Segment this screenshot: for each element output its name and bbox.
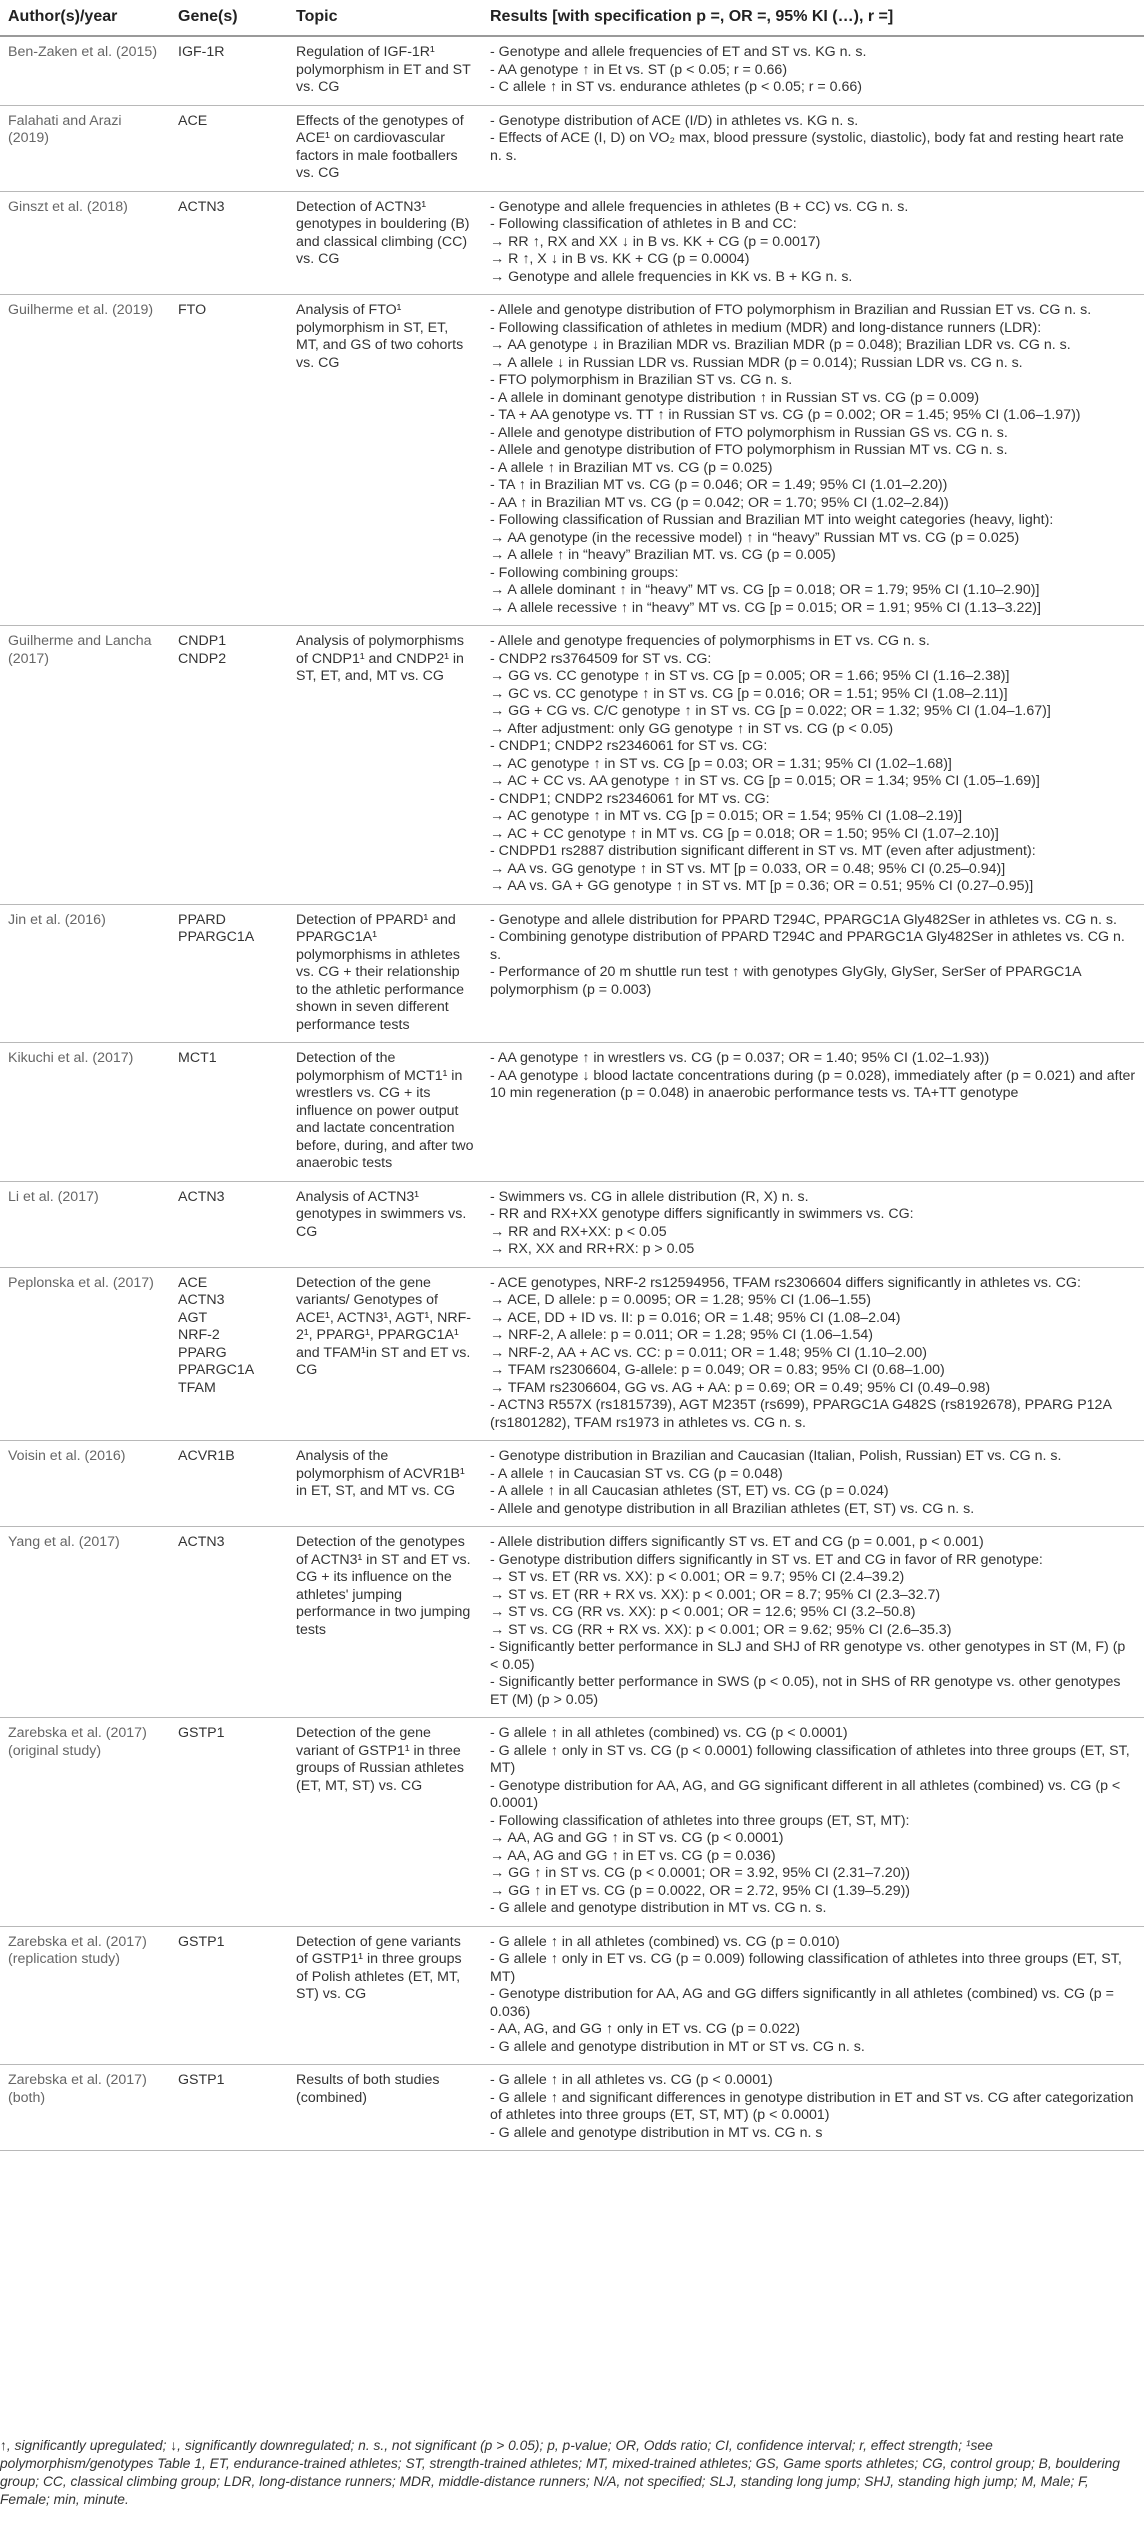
topic-cell: Analysis of ACTN3¹ genotypes in swimmers vs. CG xyxy=(288,1181,482,1267)
result-line: - CNDP2 rs3764509 for ST vs. CG: xyxy=(490,650,712,667)
result-line: → RR ↑, RX and XX ↓ in B vs. KK + CG (p = 0.0017) xyxy=(490,233,821,250)
author-line: Zarebska et al. (2017) xyxy=(8,2072,147,2088)
gene-cell xyxy=(170,191,288,295)
result-line: - Allele and genotype distribution of FTO polymorphism in Brazilian and Russian ET vs. CG n. s. xyxy=(490,302,1092,318)
result-line: - Genotype distribution in Brazilian and Caucasian (Italian, Polish, Russian) ET vs. CG n. s. xyxy=(490,1448,1062,1464)
result-line: - G allele ↑ in all athletes (combined) vs. CG (p = 0.010) xyxy=(490,1933,840,1950)
result-line: - FTO polymorphism in Brazilian ST vs. CG n. s. xyxy=(490,372,793,388)
author-cell xyxy=(0,2065,170,2151)
author-cell xyxy=(0,1043,170,1182)
result-line: - AA genotype ↑ in Et vs. ST (p < 0.05; r = 0.66) xyxy=(490,61,788,78)
result-line: → AA genotype ↓ in Brazilian MDR vs. Brazilian MDR (p = 0.048); Brazilian LDR vs. CG n. s. xyxy=(490,337,1071,353)
author-line: Li et al. (2017) xyxy=(8,1188,99,1205)
table-row xyxy=(0,1926,1144,2065)
result-line: - AA, AG, and GG ↑ only in ET vs. CG (p = 0.022) xyxy=(490,2021,801,2037)
result-line: - Combining genotype distribution of PPARD T294C and PPARGC1A Gly482Ser in athletes vs. CG n. s. xyxy=(490,929,1125,963)
gene-name: GSTP1 xyxy=(178,1725,225,1741)
result-line: - Genotype and allele frequencies in athletes (B + CC) vs. CG n. s. xyxy=(490,198,909,215)
result-line: → A allele ↑ in “heavy” Brazilian MT. vs. CG (p = 0.005) xyxy=(490,547,836,563)
author-cell xyxy=(0,1527,170,1718)
result-line: - G allele ↑ and significant differences in genotype distribution in ET and ST vs. CG after categorization of athletes into three groups (ET, ST, MT) (p < 0.0001) xyxy=(490,2089,1134,2123)
gene-name: GSTP1 xyxy=(178,1933,225,1950)
result-line: - A allele ↑ in Caucasian ST vs. CG (p = 0.048) xyxy=(490,1465,783,1482)
result-line: → ACE, DD + ID vs. II: p = 0.016; OR = 1.48; 95% CI (1.08–2.04) xyxy=(490,1309,901,1326)
result-line: - AA genotype ↓ blood lactate concentrations during (p = 0.028), immediately after (p = 0.021) and after 10 min regeneration (p = 0.048) in anaerobic performance tests vs. TA+TT genotype xyxy=(490,1067,1136,1101)
result-line: → GG ↑ in ET vs. CG (p = 0.0022, OR = 2.72, 95% CI (1.39–5.29)) xyxy=(490,1882,911,1899)
table-row xyxy=(0,904,1144,1043)
result-line: - CNDP1; CNDP2 rs2346061 for ST vs. CG: xyxy=(490,738,768,754)
header-results: Results [with specification p =, OR =, 95% KI (…), r =] xyxy=(482,0,1144,36)
result-line: - Significantly better performance in SWS (p < 0.05), not in SHS of RR genotype vs. other genotypes ET (M) (p > 0.05) xyxy=(490,1674,1121,1708)
table-row xyxy=(0,1181,1144,1267)
author-line: Kikuchi et al. (2017) xyxy=(8,1050,134,1066)
result-line: - G allele and genotype distribution in MT or ST vs. CG n. s. xyxy=(490,2038,865,2055)
results-cell xyxy=(482,1441,1144,1527)
table-row xyxy=(0,626,1144,905)
gene-cell xyxy=(170,1926,288,2065)
result-line: → ACE, D allele: p = 0.0095; OR = 1.28; 95% CI (1.06–1.55) xyxy=(490,1292,871,1308)
result-line: → AA vs. GA + GG genotype ↑ in ST vs. MT [p = 0.36; OR = 0.51; 95% CI (0.27–0.95)] xyxy=(490,878,1034,894)
gene-name: ACTN3 xyxy=(178,1534,225,1550)
author-cell xyxy=(0,626,170,905)
topic-cell: Detection of ACTN3¹ genotypes in bouldering (B) and classical climbing (CC) vs. CG xyxy=(288,191,482,295)
gene-cell xyxy=(170,105,288,191)
table-row xyxy=(0,1527,1144,1718)
author-cell xyxy=(0,295,170,626)
gene-name: CNDP2 xyxy=(178,650,227,667)
results-cell xyxy=(482,2065,1144,2151)
topic-cell: Analysis of polymorphisms of CNDP1¹ and CNDP2¹ in ST, ET, and, MT vs. CG xyxy=(288,626,482,905)
gene-name: ACTN3 xyxy=(178,1292,225,1308)
result-line: → TFAM rs2306604, G-allele: p = 0.049; OR = 0.83; 95% CI (0.68–1.00) xyxy=(490,1362,945,1378)
result-line: → AA, AG and GG ↑ in ET vs. CG (p = 0.036) xyxy=(490,1847,776,1864)
gene-name: PPARG xyxy=(178,1344,227,1361)
result-line: - Allele and genotype frequencies of polymorphisms in ET vs. CG n. s. xyxy=(490,633,930,649)
topic-cell: Detection of PPARD¹ and PPARGC1A¹ polymorphisms in athletes vs. CG + their relationship to the athletic performance shown in seven different performance tests xyxy=(288,904,482,1043)
topic-cell: Regulation of IGF-1R¹ polymorphism in ET and ST vs. CG xyxy=(288,36,482,105)
results-cell xyxy=(482,1043,1144,1182)
result-line: - A allele in dominant genotype distribution ↑ in Russian ST vs. CG (p = 0.009) xyxy=(490,389,980,406)
result-line: - Following combining groups: xyxy=(490,564,679,581)
result-line: - Genotype distribution for AA, AG and GG differs significantly in all athletes (combined) vs. CG (p = 0.036) xyxy=(490,1986,1114,2020)
gene-name: IGF-1R xyxy=(178,44,225,60)
results-cell xyxy=(482,626,1144,905)
result-line: → ST vs. CG (RR vs. XX): p < 0.001; OR = 12.6; 95% CI (3.2–50.8) xyxy=(490,1604,916,1620)
gene-name: MCT1 xyxy=(178,1050,217,1066)
result-line: → AC genotype ↑ in ST vs. CG [p = 0.03; OR = 1.31; 95% CI (1.02–1.68)] xyxy=(490,755,952,772)
gene-name: ACVR1B xyxy=(178,1448,235,1464)
result-line: - G allele ↑ in all athletes vs. CG (p < 0.0001) xyxy=(490,2072,773,2088)
result-line: - Following classification of athletes in B and CC: xyxy=(490,216,797,232)
table-row xyxy=(0,1441,1144,1527)
result-line: - AA genotype ↑ in wrestlers vs. CG (p = 0.037; OR = 1.40; 95% CI (1.02–1.93)) xyxy=(490,1050,990,1066)
author-line: Ben-Zaken et al. (2015) xyxy=(8,44,158,60)
table-footnote: ↑, significantly upregulated; ↓, significantly downregulated; n. s., not significant (p > 0.05); p, p-value; OR, Odds ratio; CI, confidence interval; r, effect strength; ¹see polymorphism/genotypes Table 1, ET, endurance-trained athletes; ST, strength-trained athletes; MT, mixed-trained athletes; GS, Game sports athletes; CG, control group; B, bouldering group; CC, classical climbing group; LDR, long-distance runners; MDR, middle-distance runners; N/A, not specified; SLJ, standing long jump; SHJ, standing high jump; M, Male; F, Female; min, minute. xyxy=(0,2438,1120,2507)
results-cell xyxy=(482,36,1144,105)
result-line: - Swimmers vs. CG in allele distribution (R, X) n. s. xyxy=(490,1188,809,1205)
result-line: - TA ↑ in Brazilian MT vs. CG (p = 0.046; OR = 1.49; 95% CI (1.01–2.20)) xyxy=(490,477,948,493)
result-line: → ST vs. ET (RR vs. XX): p < 0.001; OR = 9.7; 95% CI (2.4–39.2) xyxy=(490,1569,905,1585)
gene-cell xyxy=(170,1267,288,1441)
results-cell xyxy=(482,904,1144,1043)
result-line: - Allele distribution differs significantly ST vs. ET and CG (p = 0.001, p < 0.001) xyxy=(490,1534,984,1550)
topic-cell: Detection of the gene variant of GSTP1¹ in three groups of Russian athletes (ET, MT, ST) vs. CG xyxy=(288,1718,482,1927)
topic-cell: Detection of the polymorphism of MCT1¹ in wrestlers vs. CG + its influence on power output and lactate concentration before, during, and after two anaerobic tests xyxy=(288,1043,482,1182)
table-row xyxy=(0,2065,1144,2151)
gene-name: TFAM xyxy=(178,1379,216,1396)
result-line: → ST vs. CG (RR + RX vs. XX): p < 0.001; OR = 9.62; 95% CI (2.6–35.3) xyxy=(490,1621,952,1638)
results-cell xyxy=(482,1718,1144,1927)
results-cell xyxy=(482,295,1144,626)
result-line: - CNDPD1 rs2887 distribution significant different in ST vs. MT (even after adjustment): xyxy=(490,843,1036,859)
table-header-row xyxy=(0,0,1144,36)
gene-name: ACTN3 xyxy=(178,198,225,215)
table-row xyxy=(0,1267,1144,1441)
result-line: - C allele ↑ in ST vs. endurance athletes (p < 0.05; r = 0.66) xyxy=(490,79,862,95)
header-topic: Topic xyxy=(288,0,482,36)
result-line: - G allele ↑ only in ET vs. CG (p = 0.009) following classification of athletes into three groups (ET, ST, MT) xyxy=(490,1951,1122,1985)
result-line: → AA, AG and GG ↑ in ST vs. CG (p < 0.0001) xyxy=(490,1830,784,1846)
result-line: - A allele ↑ in all Caucasian athletes (ST, ET) vs. CG (p = 0.024) xyxy=(490,1483,889,1499)
author-cell xyxy=(0,1181,170,1267)
result-line: - G allele ↑ only in ST vs. CG (p < 0.0001) following classification of athletes into three groups (ET, ST, MT) xyxy=(490,1742,1130,1776)
results-cell xyxy=(482,1181,1144,1267)
gene-name: PPARGC1A xyxy=(178,929,255,945)
result-line: → TFAM rs2306604, GG vs. AG + AA: p = 0.69; OR = 0.49; 95% CI (0.49–0.98) xyxy=(490,1379,991,1396)
table-row xyxy=(0,1043,1144,1182)
result-line: → A allele recessive ↑ in “heavy” MT vs. CG [p = 0.015; OR = 1.91; 95% CI (1.13–3.22)] xyxy=(490,599,1041,616)
gene-cell xyxy=(170,1441,288,1527)
result-line: - ACTN3 R557X (rs1815739), AGT M235T (rs699), PPARGC1A G482S (rs8192678), PPARG P12A (rs1801282), TFAM rs1973 in athletes vs. CG n. s. xyxy=(490,1397,1112,1431)
gene-cell xyxy=(170,1718,288,1927)
result-line: - Effects of ACE (I, D) on VO₂ max, blood pressure (systolic, diastolic), body fat and resting heart rate n. s. xyxy=(490,130,1124,164)
topic-cell: Analysis of FTO¹ polymorphism in ST, ET, MT, and GS of two cohorts vs. CG xyxy=(288,295,482,626)
result-line: → RX, XX and RR+RX: p > 0.05 xyxy=(490,1241,695,1257)
table-row xyxy=(0,1718,1144,1927)
author-line: Yang et al. (2017) xyxy=(8,1534,120,1550)
gene-cell xyxy=(170,1527,288,1718)
author-cell xyxy=(0,105,170,191)
result-line: - Genotype and allele frequencies of ET and ST vs. KG n. s. xyxy=(490,44,867,60)
result-line: - Allele and genotype distribution in all Brazilian athletes (ET, ST) vs. CG n. s. xyxy=(490,1500,975,1517)
table-row xyxy=(0,295,1144,626)
author-line: Falahati and Arazi (2019) xyxy=(8,112,122,146)
result-line: - Significantly better performance in SLJ and SHJ of RR genotype vs. other genotypes in ST (M, F) (p < 0.05) xyxy=(490,1639,1126,1673)
topic-cell: Detection of gene variants of GSTP1¹ in three groups of Polish athletes (ET, MT, ST) vs. CG xyxy=(288,1926,482,2065)
result-line: - Allele and genotype distribution of FTO polymorphism in Russian MT vs. CG n. s. xyxy=(490,442,1008,458)
result-line: → GC vs. CC genotype ↑ in ST vs. CG [p = 0.016; OR = 1.51; 95% CI (1.08–2.11)] xyxy=(490,685,1008,702)
gene-name: ACE xyxy=(178,1274,208,1291)
gene-name: PPARGC1A xyxy=(178,1362,255,1378)
gene-cell xyxy=(170,1181,288,1267)
topic-cell: Results of both studies (combined) xyxy=(288,2065,482,2151)
author-cell xyxy=(0,191,170,295)
result-line: → A allele dominant ↑ in “heavy” MT vs. CG [p = 0.018; OR = 1.79; 95% CI (1.10–2.90)] xyxy=(490,582,1040,598)
result-line: → A allele ↓ in Russian LDR vs. Russian MDR (p = 0.014); Russian LDR vs. CG n. s. xyxy=(490,354,1023,371)
author-line: Zarebska et al. (2017) xyxy=(8,1725,147,1741)
gene-name: ACE xyxy=(178,112,208,129)
result-line: → Genotype and allele frequencies in KK vs. B + KG n. s. xyxy=(490,268,853,285)
topic-cell: Detection of the genotypes of ACTN3¹ in ST and ET vs. CG + its influence on the athletes' jumping performance in two jumping tests xyxy=(288,1527,482,1718)
result-line: - ACE genotypes, NRF-2 rs12594956, TFAM rs2306604 differs significantly in athletes vs. CG: xyxy=(490,1274,1081,1291)
result-line: → AC + CC genotype ↑ in MT vs. CG [p = 0.018; OR = 1.50; 95% CI (1.07–2.10)] xyxy=(490,825,999,842)
gene-name: FTO xyxy=(178,302,207,318)
author-line: Jin et al. (2016) xyxy=(8,911,106,928)
author-line: (2017) xyxy=(8,650,50,667)
result-line: → GG vs. CC genotype ↑ in ST vs. CG [p = 0.005; OR = 1.66; 95% CI (1.16–2.38)] xyxy=(490,668,1010,684)
author-cell xyxy=(0,1441,170,1527)
result-line: → AA genotype (in the recessive model) ↑ in “heavy” Russian MT vs. CG (p = 0.025) xyxy=(490,529,1020,546)
author-line: Guilherme and Lancha xyxy=(8,633,152,649)
author-cell xyxy=(0,904,170,1043)
author-line: Zarebska et al. (2017) xyxy=(8,1933,147,1950)
results-cell xyxy=(482,105,1144,191)
author-line: Ginszt et al. (2018) xyxy=(8,198,128,215)
result-line: - G allele and genotype distribution in MT vs. CG n. s xyxy=(490,2124,823,2141)
author-line: (original study) xyxy=(8,1742,102,1759)
result-line: - Following classification of athletes into three groups (ET, ST, MT): xyxy=(490,1812,910,1829)
author-cell xyxy=(0,36,170,105)
result-line: - Genotype distribution differs significantly in ST vs. ET and CG in favor of RR genotype: xyxy=(490,1551,1043,1568)
result-line: - Genotype distribution of ACE (I/D) in athletes vs. KG n. s. xyxy=(490,112,859,129)
topic-cell: Detection of the gene variants/ Genotypes of ACE¹, ACTN3¹, AGT¹, NRF-2¹, PPARG¹, PPARGC1A¹ and TFAM¹in ST and ET vs. CG xyxy=(288,1267,482,1441)
result-line: → AA vs. GG genotype ↑ in ST vs. MT [p = 0.033, OR = 0.48; 95% CI (0.25–0.94)] xyxy=(490,860,1006,877)
results-cell xyxy=(482,191,1144,295)
gene-cell xyxy=(170,295,288,626)
gene-name: ACTN3 xyxy=(178,1188,225,1205)
author-line: (replication study) xyxy=(8,1951,120,1967)
table-row xyxy=(0,191,1144,295)
result-line: - A allele ↑ in Brazilian MT vs. CG (p = 0.025) xyxy=(490,459,773,476)
result-line: - Performance of 20 m shuttle run test ↑ with genotypes GlyGly, GlySer, SerSer of PPARGC1A polymorphism (p = 0.003) xyxy=(490,964,1081,998)
result-line: → ST vs. ET (RR + RX vs. XX): p < 0.001; OR = 8.7; 95% CI (2.3–32.7) xyxy=(490,1586,941,1603)
result-line: → GG ↑ in ST vs. CG (p < 0.0001; OR = 3.92, 95% CI (2.31–7.20)) xyxy=(490,1865,911,1881)
author-line: (both) xyxy=(8,2089,46,2106)
result-line: → AC + CC vs. AA genotype ↑ in ST vs. CG [p = 0.015; OR = 1.34; 95% CI (1.05–1.69)] xyxy=(490,773,1040,789)
results-cell xyxy=(482,1267,1144,1441)
gene-name: NRF-2 xyxy=(178,1327,220,1343)
gene-name: CNDP1 xyxy=(178,633,227,649)
result-line: - Genotype and allele distribution for PPARD T294C, PPARGC1A Gly482Ser in athletes vs. CG n. s. xyxy=(490,911,1117,928)
author-cell xyxy=(0,1718,170,1927)
result-line: - Allele and genotype distribution of FTO polymorphism in Russian GS vs. CG n. s. xyxy=(490,424,1008,441)
author-line: Voisin et al. (2016) xyxy=(8,1448,126,1464)
result-line: - CNDP1; CNDP2 rs2346061 for MT vs. CG: xyxy=(490,790,770,807)
topic-cell: Analysis of the polymorphism of ACVR1B¹ in ET, ST, and MT vs. CG xyxy=(288,1441,482,1527)
result-line: - Following classification of athletes in medium (MDR) and long-distance runners (LDR): xyxy=(490,319,1042,336)
result-line: → R ↑, X ↓ in B vs. KK + CG (p = 0.0004) xyxy=(490,251,750,267)
gene-cell xyxy=(170,1043,288,1182)
result-line: - Genotype distribution for AA, AG, and GG significant different in all athletes (combined) vs. CG (p < 0.0001) xyxy=(490,1777,1121,1811)
author-line: Guilherme et al. (2019) xyxy=(8,302,154,318)
results-cell xyxy=(482,1527,1144,1718)
result-line: → NRF-2, A allele: p = 0.011; OR = 1.28; 95% CI (1.06–1.54) xyxy=(490,1327,874,1343)
gene-name: GSTP1 xyxy=(178,2072,225,2088)
result-line: → After adjustment: only GG genotype ↑ in ST vs. CG (p < 0.05) xyxy=(490,720,894,737)
gene-cell xyxy=(170,36,288,105)
result-line: → GG + CG vs. C/C genotype ↑ in ST vs. CG [p = 0.022; OR = 1.32; 95% CI (1.04–1.67)] xyxy=(490,703,1051,719)
result-line: → NRF-2, AA + AC vs. CC: p = 0.011; OR = 1.48; 95% CI (1.10–2.00) xyxy=(490,1344,927,1361)
gene-name: PPARD xyxy=(178,911,226,928)
result-line: - G allele and genotype distribution in MT vs. CG n. s. xyxy=(490,1900,827,1916)
gene-cell xyxy=(170,904,288,1043)
topic-cell: Effects of the genotypes of ACE¹ on cardiovascular factors in male footballers vs. CG xyxy=(288,105,482,191)
result-line: - AA ↑ in Brazilian MT vs. CG (p = 0.042; OR = 1.70; 95% CI (1.02–2.84)) xyxy=(490,494,949,511)
author-cell xyxy=(0,1926,170,2065)
result-line: - TA + AA genotype vs. TT ↑ in Russian ST vs. CG (p = 0.002; OR = 1.45; 95% CI (1.06–1.97)) xyxy=(490,407,1081,423)
header-author: Author(s)/year xyxy=(0,0,170,36)
table-row xyxy=(0,36,1144,105)
gene-cell xyxy=(170,2065,288,2151)
result-line: → AC genotype ↑ in MT vs. CG [p = 0.015; OR = 1.54; 95% CI (1.08–2.19)] xyxy=(490,808,963,824)
table-body xyxy=(0,36,1144,2151)
gene-cell xyxy=(170,626,288,905)
table-row xyxy=(0,105,1144,191)
author-cell xyxy=(0,1267,170,1441)
result-line: → RR and RX+XX: p < 0.05 xyxy=(490,1223,667,1240)
gene-name: AGT xyxy=(178,1309,208,1326)
header-gene: Gene(s) xyxy=(170,0,288,36)
result-line: - G allele ↑ in all athletes (combined) vs. CG (p < 0.0001) xyxy=(490,1725,848,1741)
results-cell xyxy=(482,1926,1144,2065)
result-line: - RR and RX+XX genotype differs significantly in swimmers vs. CG: xyxy=(490,1206,914,1222)
result-line: - Following classification of Russian and Brazilian MT into weight categories (heavy, light): xyxy=(490,512,1054,528)
author-line: Peplonska et al. (2017) xyxy=(8,1274,154,1291)
